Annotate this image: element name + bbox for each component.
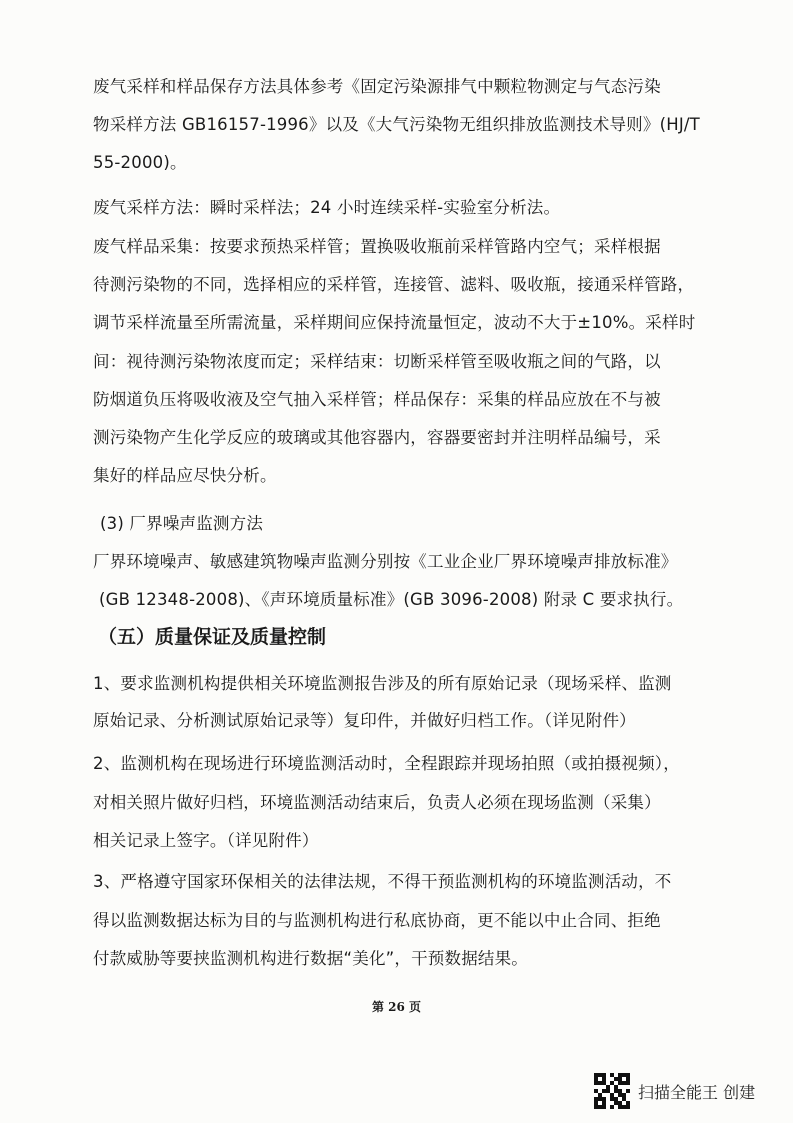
text-line: 间：视待测污染物浓度而定；采样结束：切断采样管至吸收瓶之间的气路，以 <box>93 351 661 371</box>
text-line: 付款威胁等要挟监测机构进行数据“美化”，干预数据结果。 <box>93 949 528 968</box>
paragraph-sampling-reference <box>93 68 718 182</box>
text-line: 集好的样品应尽快分析。 <box>93 466 277 486</box>
paragraph-sampling-method <box>93 189 718 227</box>
text-line: 物采样方法 GB16157-1996》以及《大气污染物无组织排放监测技术导则》(HJ/T <box>93 115 700 134</box>
page-number: 第 26 页 <box>371 1000 422 1014</box>
section-heading-quality-assurance: （五）质量保证及质量控制 <box>98 626 327 648</box>
text-line: 得以监测数据达标为目的与监测机构进行私底协商，更不能以中止合同、拒绝 <box>93 910 661 930</box>
qa-item-3 <box>93 863 718 979</box>
text-line: 相关记录上签字。（详见附件） <box>93 831 319 850</box>
scanner-watermark-text: 扫描全能王 创建 <box>638 1083 756 1102</box>
subheading-noise-monitoring <box>100 505 725 543</box>
text-line: 废气采样方法：瞬时采样法；24 小时连续采样-实验室分析法。 <box>93 198 561 217</box>
text-line: 2、监测机构在现场进行环境监测活动时，全程跟踪并现场拍照（或拍摄视频）， <box>93 754 680 773</box>
text-line: (3) 厂界噪声监测方法 <box>100 514 264 533</box>
paragraph-sample-collection <box>93 228 718 495</box>
text-line: 对相关照片做好归档，环境监测活动结束后，负责人必须在现场监测（采集） <box>93 792 661 812</box>
text-line: 调节采样流量至所需流量，采样期间应保持流量恒定，波动不大于±10%。采样时 <box>93 313 696 333</box>
text-line: 防烟道负压将吸收液及空气抽入采样管；样品保存：采集的样品应放在不与被 <box>93 389 661 409</box>
qa-item-1 <box>93 666 718 739</box>
qr-code-icon <box>594 1073 630 1109</box>
text-line: (GB 12348-2008)、《声环境质量标准》(GB 3096-2008) 附录 C 要求执行。 <box>99 589 684 609</box>
qa-item-2 <box>93 745 718 861</box>
text-line: 待测污染物的不同，选择相应的采样管，连接管、滤料、吸收瓶，接通采样管路， <box>93 275 695 295</box>
text-line: 1、要求监测机构提供相关环境监测报告涉及的所有原始记录（现场采样、监测 <box>93 674 672 693</box>
text-line: 厂界环境噪声、敏感建筑物噪声监测分别按《工业企业厂界环境噪声排放标准》 <box>93 552 678 571</box>
text-line: 废气采样和样品保存方法具体参考《固定污染源排气中颗粒物测定与气态污染 <box>93 77 661 96</box>
text-line: 测污染物产生化学反应的玻璃或其他容器内，容器要密封并注明样品编号，采 <box>93 428 661 448</box>
text-line: 3、严格遵守国家环保相关的法律法规，不得干预监测机构的环境监测活动，不 <box>93 872 672 891</box>
paragraph-noise-method <box>93 543 718 618</box>
scanner-watermark <box>594 1073 784 1109</box>
text-line: 55-2000)。 <box>93 153 187 172</box>
text-line: 废气样品采集：按要求预热采样管；置换吸收瓶前采样管路内空气；采样根据 <box>93 237 661 256</box>
text-line: 原始记录、分析测试原始记录等）复印件，并做好归档工作。（详见附件） <box>93 710 636 730</box>
